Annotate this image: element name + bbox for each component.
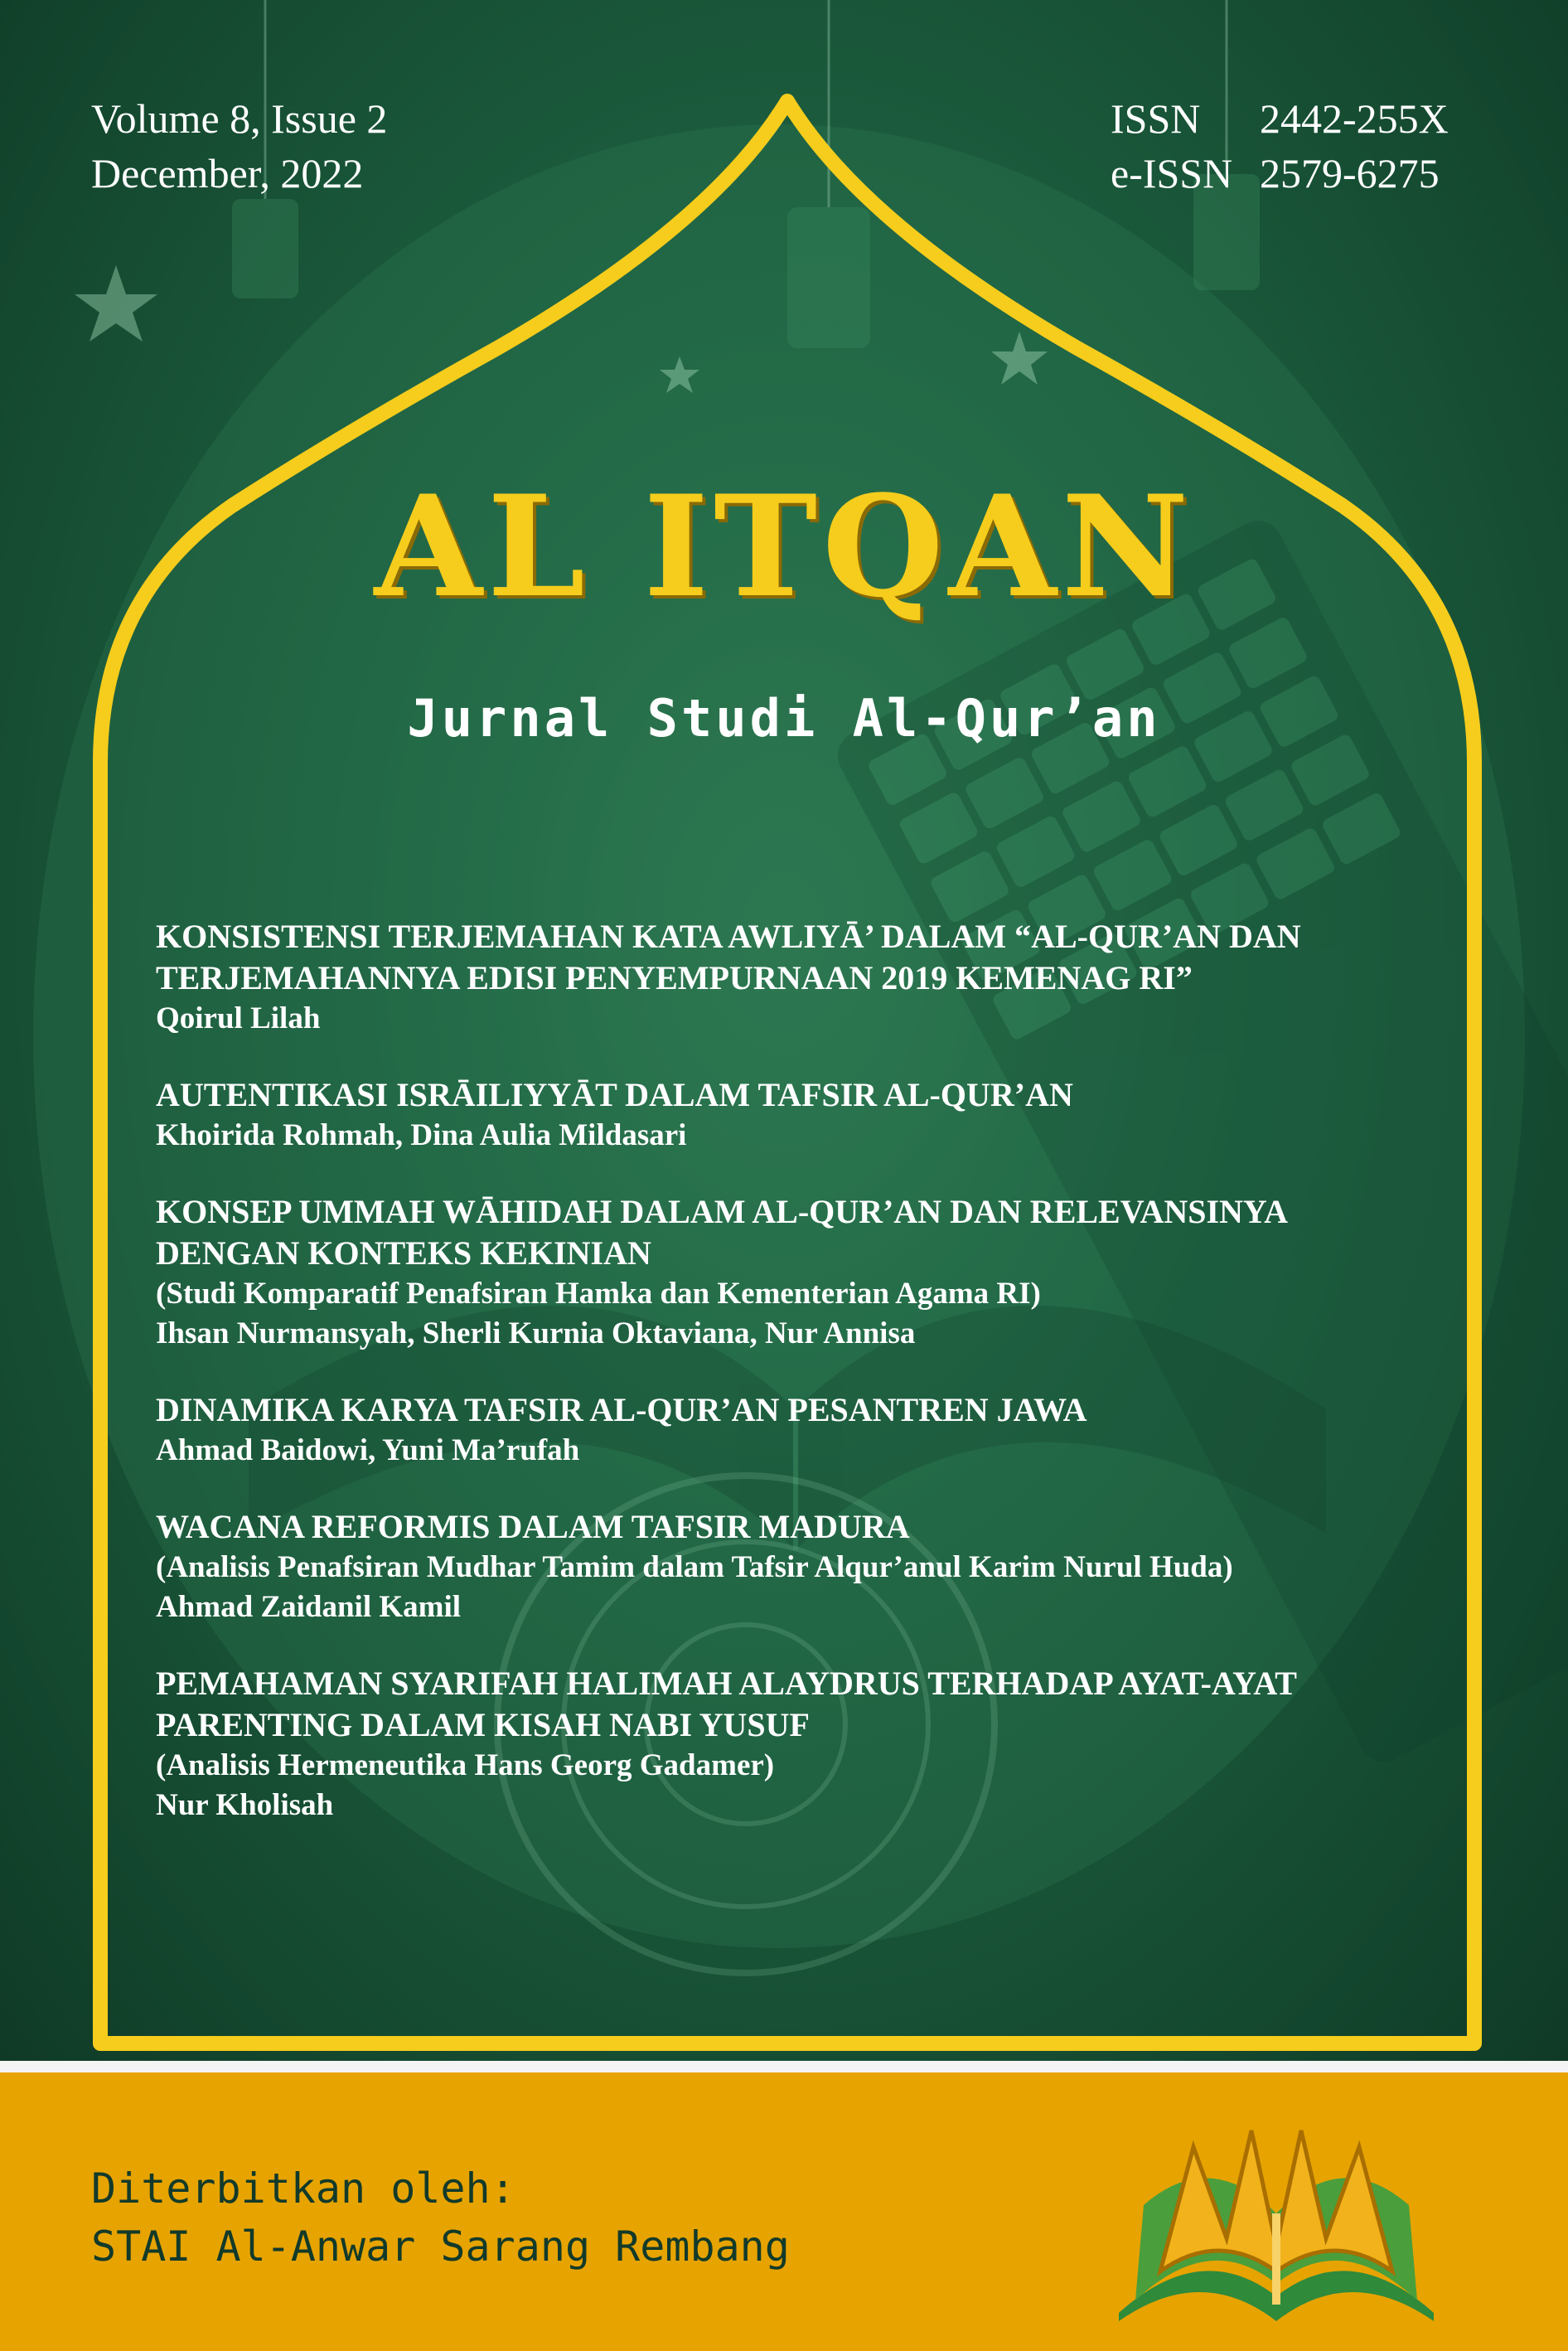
article-6 [156, 1663, 1416, 1825]
article-title: AUTENTIKASI ISRĀILIYYĀT DALAM TAFSIR AL-QUR’AN [156, 1076, 1073, 1113]
publisher-info [91, 2160, 790, 2276]
eissn-value: 2579-6275 [1260, 150, 1440, 196]
article-authors: Qoirul Lilah [156, 1001, 321, 1035]
publisher-name: STAI Al-Anwar Sarang Rembang [91, 2223, 790, 2271]
publisher-book-logo-icon [1102, 2114, 1450, 2329]
article-authors: Ihsan Nurmansyah, Sherli Kurnia Oktaviana, Nur Annisa [156, 1316, 916, 1350]
article-note: (Analisis Hermeneutika Hans Georg Gadamer) [156, 1748, 775, 1782]
article-title: PEMAHAMAN SYARIFAH HALIMAH ALAYDRUS TERHADAP AYAT-AYAT PARENTING DALAM KISAH NABI YUSUF [156, 1665, 1297, 1743]
issn-row [1111, 91, 1449, 146]
issn-value: 2442-255X [1260, 95, 1449, 142]
publisher-label: Diterbitkan oleh: [91, 2164, 515, 2213]
article-5 [156, 1506, 1416, 1627]
issn-label: ISSN [1111, 95, 1201, 142]
article-authors: Ahmad Zaidanil Kamil [156, 1590, 462, 1624]
volume-issue: Volume 8, Issue 2 [91, 95, 388, 142]
issn-info [1111, 91, 1449, 201]
article-4 [156, 1389, 1416, 1471]
journal-title: AL ITQAN [374, 464, 1194, 628]
article-2 [156, 1074, 1416, 1156]
article-authors: Nur Kholisah [156, 1788, 334, 1822]
article-authors: Khoirida Rohmah, Dina Aulia Mildasari [156, 1118, 687, 1152]
issue-date: December, 2022 [91, 150, 364, 196]
journal-subtitle: Jurnal Studi Al-Qur’an [407, 688, 1161, 749]
article-title: KONSEP UMMAH WĀHIDAH DALAM AL-QUR’AN DAN RELEVANSINYA DENGAN KONTEKS KEKINIAN [156, 1193, 1286, 1272]
article-title: DINAMIKA KARYA TAFSIR AL-QUR’AN PESANTREN JAWA [156, 1391, 1087, 1428]
article-note: (Analisis Penafsiran Mudhar Tamim dalam Tafsir Alqur’anul Karim Nurul Huda) [156, 1550, 1233, 1584]
article-note: (Studi Komparatif Penafsiran Hamka dan Kementerian Agama RI) [156, 1277, 1041, 1311]
article-title: WACANA REFORMIS DALAM TAFSIR MADURA [156, 1508, 910, 1545]
article-1 [156, 916, 1416, 1039]
article-authors: Ahmad Baidowi, Yuni Ma’rufah [156, 1433, 580, 1467]
article-title: KONSISTENSI TERJEMAHAN KATA AWLIYĀ’ DALAM “AL-QUR’AN DAN TERJEMAHANNYA EDISI PENYEMPURNAAN 2019 KEMENAG RI” [156, 918, 1301, 996]
table-of-contents [156, 916, 1416, 1861]
eissn-label: e-ISSN [1111, 150, 1233, 196]
article-3 [156, 1191, 1416, 1354]
issue-info [91, 91, 387, 201]
eissn-row [1111, 146, 1449, 201]
